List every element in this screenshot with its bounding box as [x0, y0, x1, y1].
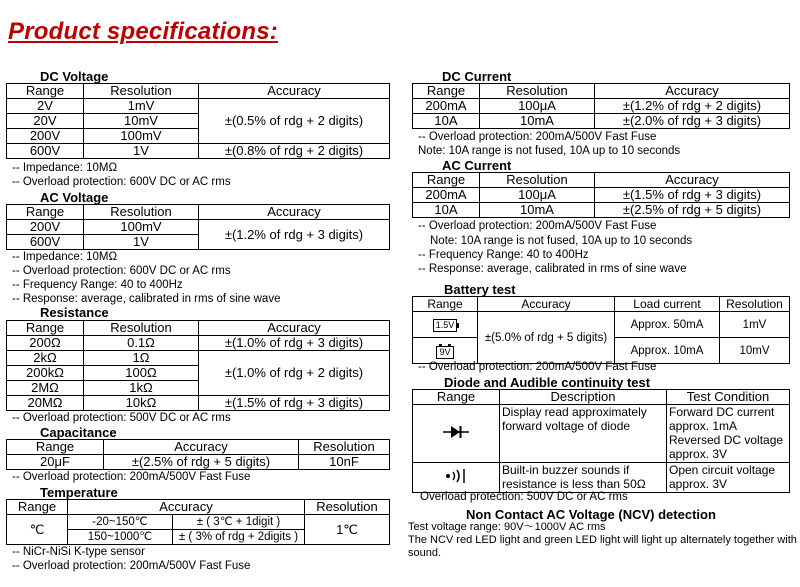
note: -- Overload protection: 200mA/500V Fast Fuse — [418, 131, 657, 143]
ncv-heading: Non Contact AC Voltage (NCV) detection — [466, 507, 716, 522]
note: -- Overload protection: 500V DC or AC rms — [12, 412, 231, 424]
note: Note: 10A range is not fused, 10A up to 10 seconds — [430, 235, 693, 247]
table-cell: ±(5.0% of rdg + 5 digits) — [478, 312, 615, 364]
note: -- Response: average, calibrated in rms of sine wave — [418, 263, 687, 275]
table-cell: 600V — [7, 235, 84, 250]
header-range: Range — [413, 173, 480, 188]
table-cell: Approx. 10mA — [615, 338, 720, 364]
header-range: Range — [7, 500, 68, 515]
table-cell: 2V — [7, 99, 84, 114]
table-cell: 10mA — [480, 203, 595, 218]
header-resolution: Resolution — [84, 84, 199, 99]
note: -- NiCr-NiSi K-type sensor — [12, 546, 145, 558]
header-range: Range — [413, 297, 478, 312]
note: -- Response: average, calibrated in rms of sine wave — [12, 293, 281, 305]
header-accuracy: Accuracy — [199, 321, 390, 336]
table-cell: -20~150℃ — [68, 515, 173, 530]
dc-voltage-heading: DC Voltage — [40, 69, 109, 84]
table-cell: 200kΩ — [7, 366, 84, 381]
table-cell: ±(2.5% of rdg + 5 digits) — [595, 203, 790, 218]
dc-voltage-table — [6, 83, 390, 159]
header-resolution: Resolution — [84, 321, 199, 336]
table-cell: ±(1.2% of rdg + 3 digits) — [199, 220, 390, 250]
diode-icon — [443, 425, 469, 439]
table-cell: ±(1.0% of rdg + 3 digits) — [199, 336, 390, 351]
table-cell: ±(2.5% of rdg + 5 digits) — [104, 455, 299, 470]
table-cell: 1V — [84, 144, 199, 159]
table-cell: ± ( 3℃ + 1digit ) — [173, 515, 305, 530]
battery-1-5v-icon: 1.5V — [433, 319, 458, 332]
ac-current-table — [412, 172, 790, 218]
note: -- Impedance: 10MΩ — [12, 162, 118, 174]
battery-9v-icon: 9V — [436, 346, 453, 359]
header-range: Range — [7, 440, 104, 455]
battery-test-heading: Battery test — [444, 282, 516, 297]
table-cell: 10kΩ — [84, 396, 199, 411]
table-cell: 1Ω — [84, 351, 199, 366]
header-accuracy: Accuracy — [199, 84, 390, 99]
ac-voltage-table — [6, 204, 390, 250]
table-cell: 10nF — [299, 455, 390, 470]
table-cell: ±(1.5% of rdg + 3 digits) — [595, 188, 790, 203]
table-cell: 100μA — [480, 99, 595, 114]
table-cell: 1mV — [84, 99, 199, 114]
table-cell: ±(1.0% of rdg + 2 digits) — [199, 351, 390, 396]
table-cell: 200Ω — [7, 336, 84, 351]
table-cell: 10A — [413, 203, 480, 218]
table-cell: 200mA — [413, 188, 480, 203]
table-cell: 1mV — [720, 312, 790, 338]
table-cell: 10mV — [84, 114, 199, 129]
ncv-line: Test voltage range: 90V～1000V AC rms — [408, 521, 606, 533]
ac-voltage-heading: AC Voltage — [40, 190, 109, 205]
diode-heading: Diode and Audible continuity test — [444, 375, 651, 390]
header-resolution: Resolution — [84, 205, 199, 220]
table-cell: ±(0.5% of rdg + 2 digits) — [199, 99, 390, 144]
table-cell: ± ( 3% of rdg + 2digits ) — [173, 530, 305, 545]
header-accuracy: Accuracy — [68, 500, 305, 515]
buzzer-icon — [444, 468, 468, 484]
table-cell: 100Ω — [84, 366, 199, 381]
table-cell — [413, 463, 500, 493]
table-cell: 10A — [413, 114, 480, 129]
resistance-heading: Resistance — [40, 305, 109, 320]
table-cell: ±(1.5% of rdg + 3 digits) — [199, 396, 390, 411]
table-cell: Display read approximately forward voltage of diode — [500, 405, 667, 463]
table-cell: ℃ — [7, 515, 68, 545]
header-accuracy: Accuracy — [595, 84, 790, 99]
table-cell: 0.1Ω — [84, 336, 199, 351]
table-cell: Approx. 50mA — [615, 312, 720, 338]
ncv-line: The NCV red LED light and green LED light will light up alternately together with — [408, 534, 797, 546]
table-cell: 600V — [7, 144, 84, 159]
table-cell — [413, 405, 500, 463]
header-test-condition: Test Condition — [667, 390, 790, 405]
header-accuracy: Accuracy — [104, 440, 299, 455]
table-cell: ±(2.0% of rdg + 3 digits) — [595, 114, 790, 129]
ac-current-heading: AC Current — [442, 158, 512, 173]
table-cell: 150~1000℃ — [68, 530, 173, 545]
header-resolution: Resolution — [720, 297, 790, 312]
table-cell: 200mA — [413, 99, 480, 114]
note: Note: 10A range is not fused, 10A up to 10 seconds — [418, 145, 681, 157]
header-accuracy: Accuracy — [595, 173, 790, 188]
header-range: Range — [413, 390, 500, 405]
header-range: Range — [7, 84, 84, 99]
header-resolution: Resolution — [480, 84, 595, 99]
diode-table — [412, 389, 790, 493]
table-cell: 20V — [7, 114, 84, 129]
temperature-heading: Temperature — [40, 485, 118, 500]
header-resolution: Resolution — [305, 500, 390, 515]
note: -- Overload protection: 200mA/500V Fast Fuse — [12, 560, 251, 572]
table-cell — [413, 312, 478, 338]
table-cell: 2MΩ — [7, 381, 84, 396]
note: -- Overload protection: 200mA/500V Fast Fuse — [418, 220, 657, 232]
table-cell: ±(0.8% of rdg + 2 digits) — [199, 144, 390, 159]
note: Overload protection: 500V DC or AC rms — [420, 491, 628, 503]
header-resolution: Resolution — [480, 173, 595, 188]
header-load-current: Load current — [615, 297, 720, 312]
temperature-table — [6, 499, 390, 545]
table-cell: 20MΩ — [7, 396, 84, 411]
table-cell: 100μA — [480, 188, 595, 203]
table-cell: Forward DC current approx. 1mA Reversed DC voltage approx. 3V — [667, 405, 790, 463]
header-description: Description — [500, 390, 667, 405]
table-cell: 100mV — [84, 220, 199, 235]
table-cell: 100mV — [84, 129, 199, 144]
note: -- Impedance: 10MΩ — [12, 251, 118, 263]
table-cell: 20μF — [7, 455, 104, 470]
table-cell: 200V — [7, 220, 84, 235]
table-cell: 10mV — [720, 338, 790, 364]
battery-test-table — [412, 296, 790, 364]
dc-current-table — [412, 83, 790, 129]
header-resolution: Resolution — [299, 440, 390, 455]
note: -- Overload protection: 600V DC or AC rms — [12, 265, 231, 277]
header-accuracy: Accuracy — [478, 297, 615, 312]
capacitance-table — [6, 439, 390, 470]
table-cell: 1℃ — [305, 515, 390, 545]
table-cell: Built-in buzzer sounds if resistance is less than 50Ω — [500, 463, 667, 493]
resistance-table — [6, 320, 390, 411]
page-title: Product specifications: — [8, 18, 278, 45]
note: -- Frequency Range: 40 to 400Hz — [418, 249, 589, 261]
table-cell: Open circuit voltage approx. 3V — [667, 463, 790, 493]
table-cell: 2kΩ — [7, 351, 84, 366]
table-cell: ±(1.2% of rdg + 2 digits) — [595, 99, 790, 114]
note: -- Frequency Range: 40 to 400Hz — [12, 279, 183, 291]
table-cell: 10mA — [480, 114, 595, 129]
note: -- Overload protection: 600V DC or AC rms — [12, 176, 231, 188]
dc-current-heading: DC Current — [442, 69, 512, 84]
ncv-line: sound. — [408, 547, 442, 559]
note: -- Overload protection: 200mA/500V Fast Fuse — [418, 361, 657, 373]
header-range: Range — [7, 205, 84, 220]
header-range: Range — [413, 84, 480, 99]
table-cell: 1V — [84, 235, 199, 250]
table-cell: 200V — [7, 129, 84, 144]
capacitance-heading: Capacitance — [40, 425, 117, 440]
header-accuracy: Accuracy — [199, 205, 390, 220]
note: -- Overload protection: 200mA/500V Fast Fuse — [12, 471, 251, 483]
table-cell: 1kΩ — [84, 381, 199, 396]
header-range: Range — [7, 321, 84, 336]
